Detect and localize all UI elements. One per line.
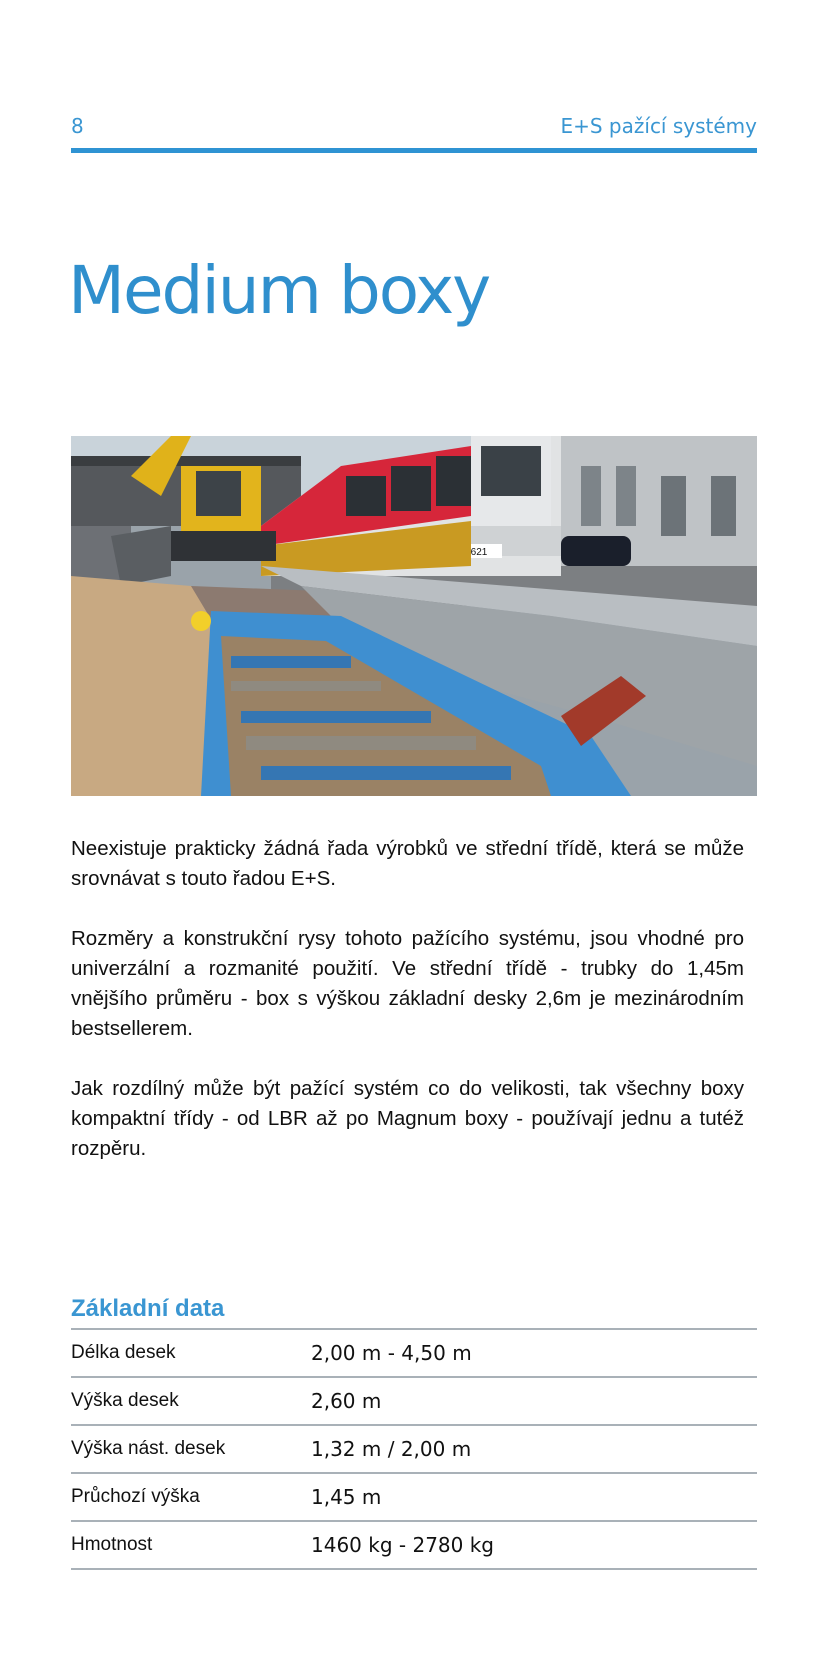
table-row: [71, 1378, 757, 1426]
page-number: 8: [71, 114, 84, 138]
paragraph: Neexistuje prakticky žádná řada výrobků ve střední třídě, která se může srovnávat s touto řadou E+S.: [71, 837, 744, 890]
row-label: Průchozí výška: [71, 1486, 200, 1507]
row-value: 1460 kg - 2780 kg: [311, 1533, 494, 1557]
paragraph: Jak rozdílný může být pažící systém co do velikosti, tak všechny boxy kompaktní třídy - od LBR až po Magnum boxy - používají jednu a tutéž rozpěru.: [71, 1077, 744, 1160]
table-row: [71, 1522, 757, 1570]
table-row: [71, 1330, 757, 1378]
row-label: Výška nást. desek: [71, 1438, 226, 1459]
row-label: Výška desek: [71, 1390, 179, 1411]
row-value: 2,00 m - 4,50 m: [311, 1341, 472, 1365]
document-title: E+S pažící systémy: [560, 114, 757, 138]
construction-photo: [71, 436, 757, 796]
row-value: 1,32 m / 2,00 m: [311, 1437, 472, 1461]
table-row: [71, 1474, 757, 1522]
page-title: Medium boxy: [68, 252, 490, 329]
basic-data-heading: Základní data: [71, 1290, 757, 1330]
row-value: 1,45 m: [311, 1485, 382, 1509]
basic-data-table: [71, 1290, 757, 1570]
row-label: Hmotnost: [71, 1534, 153, 1555]
body-text: [71, 834, 744, 1194]
row-value: 2,60 m: [311, 1389, 382, 1413]
row-label: Délka desek: [71, 1342, 176, 1363]
table-row: [71, 1426, 757, 1474]
header-rule: [71, 148, 757, 153]
tram-number: 621: [470, 547, 488, 558]
paragraph: Rozměry a konstrukční rysy tohoto pažícího systému, jsou vhodné pro univerzální a rozmanité použití. Ve střední třídě - trubky do 1,45m vnějšího průměru - box s výškou základní desky 2,6m je mezinárodním bestsellerem.: [71, 927, 744, 1040]
